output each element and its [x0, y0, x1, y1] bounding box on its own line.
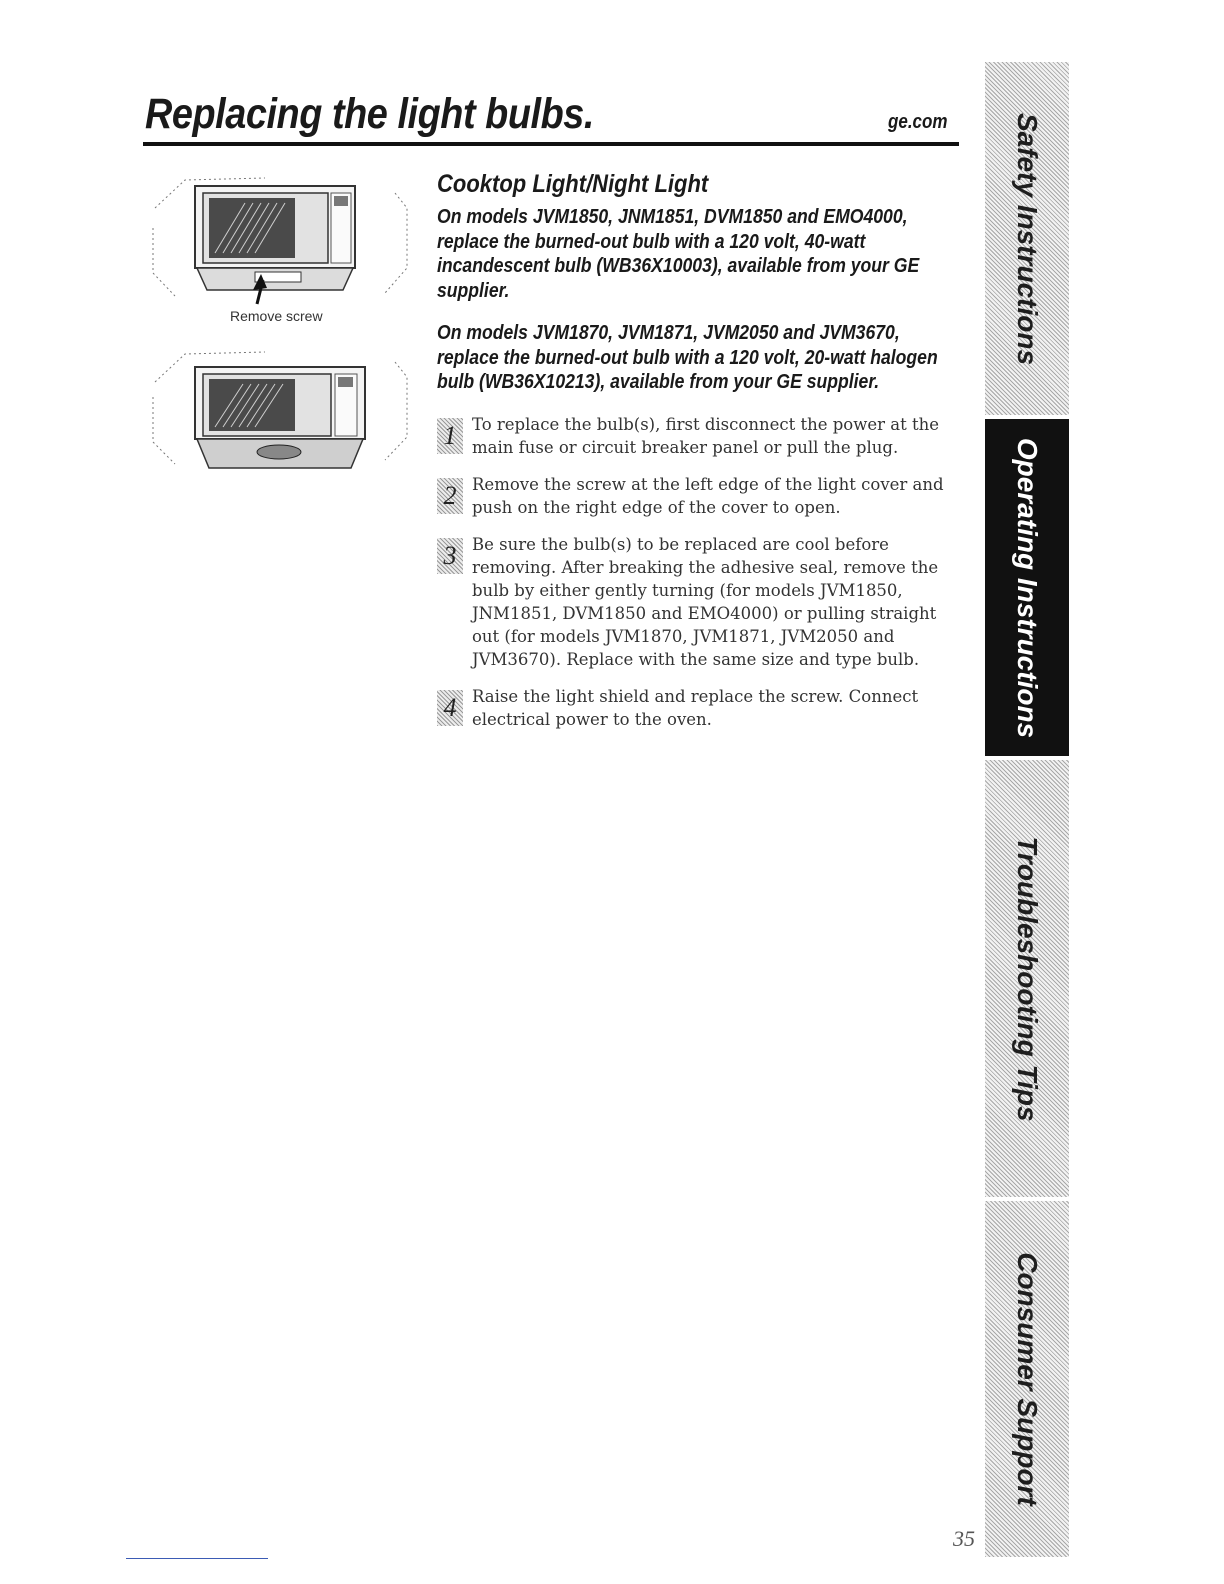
tab-troubleshooting-tips[interactable] — [985, 760, 1069, 1197]
step-list — [437, 413, 957, 731]
site-link[interactable]: ge.com — [888, 111, 948, 133]
step-item — [437, 473, 957, 519]
step-number-badge: 4 — [437, 690, 463, 726]
figure-caption: Remove screw — [230, 308, 323, 324]
tab-label: Consumer Support — [1012, 1252, 1043, 1506]
step-number-badge: 3 — [437, 538, 463, 574]
step-text: To replace the bulb(s), first disconnect the power at the main fuse or circuit breaker panel or pull the plug. — [472, 414, 939, 457]
main-content — [437, 170, 957, 745]
step-text: Remove the screw at the left edge of the light cover and push on the right edge of the cover to open. — [472, 474, 944, 517]
title-rule — [143, 142, 959, 146]
section-title: Cooktop Light/Night Light — [437, 170, 709, 198]
model-note-incandescent: On models JVM1850, JNM1851, DVM1850 and EMO4000, replace the burned-out bulb with a 120 volt, 40-watt incandescent bulb (WB36X10003), available from your GE supplier. — [437, 206, 920, 302]
step-text: Be sure the bulb(s) to be replaced are cool before removing. After breaking the adhesive seal, remove the bulb by either gently turning (for models JVM1850, JNM1851, DVM1850 and EMO4000) or pulling straight out (for models JVM1870, JVM1871, JVM2050 and JVM3670). Replace with the same size and type bulb. — [472, 534, 939, 669]
section-sidebar — [985, 62, 1069, 1557]
tab-operating-instructions[interactable] — [985, 419, 1069, 756]
step-number-badge: 1 — [437, 418, 463, 454]
tab-label: Operating Instructions — [1012, 437, 1043, 738]
microwave-illustration-screw — [145, 168, 415, 318]
model-note-halogen: On models JVM1870, JVM1871, JVM2050 and JVM3670, replace the burned-out bulb with a 120 volt, 20-watt halogen bulb (WB36X10213), available from your GE supplier. — [437, 322, 938, 393]
footer-rule — [126, 1558, 268, 1559]
step-item — [437, 685, 957, 731]
microwave-illustration-light — [145, 342, 415, 472]
tab-consumer-support[interactable] — [985, 1201, 1069, 1557]
page-number: 35 — [953, 1526, 975, 1551]
step-number-badge: 2 — [437, 478, 463, 514]
tab-safety-instructions[interactable] — [985, 62, 1069, 415]
step-item — [437, 533, 957, 671]
step-item — [437, 413, 957, 459]
tab-label: Troubleshooting Tips — [1012, 835, 1043, 1122]
tab-label: Safety Instructions — [1012, 112, 1043, 365]
step-text: Raise the light shield and replace the screw. Connect electrical power to the oven. — [472, 686, 919, 729]
page-title: Replacing the light bulbs. — [145, 90, 594, 138]
